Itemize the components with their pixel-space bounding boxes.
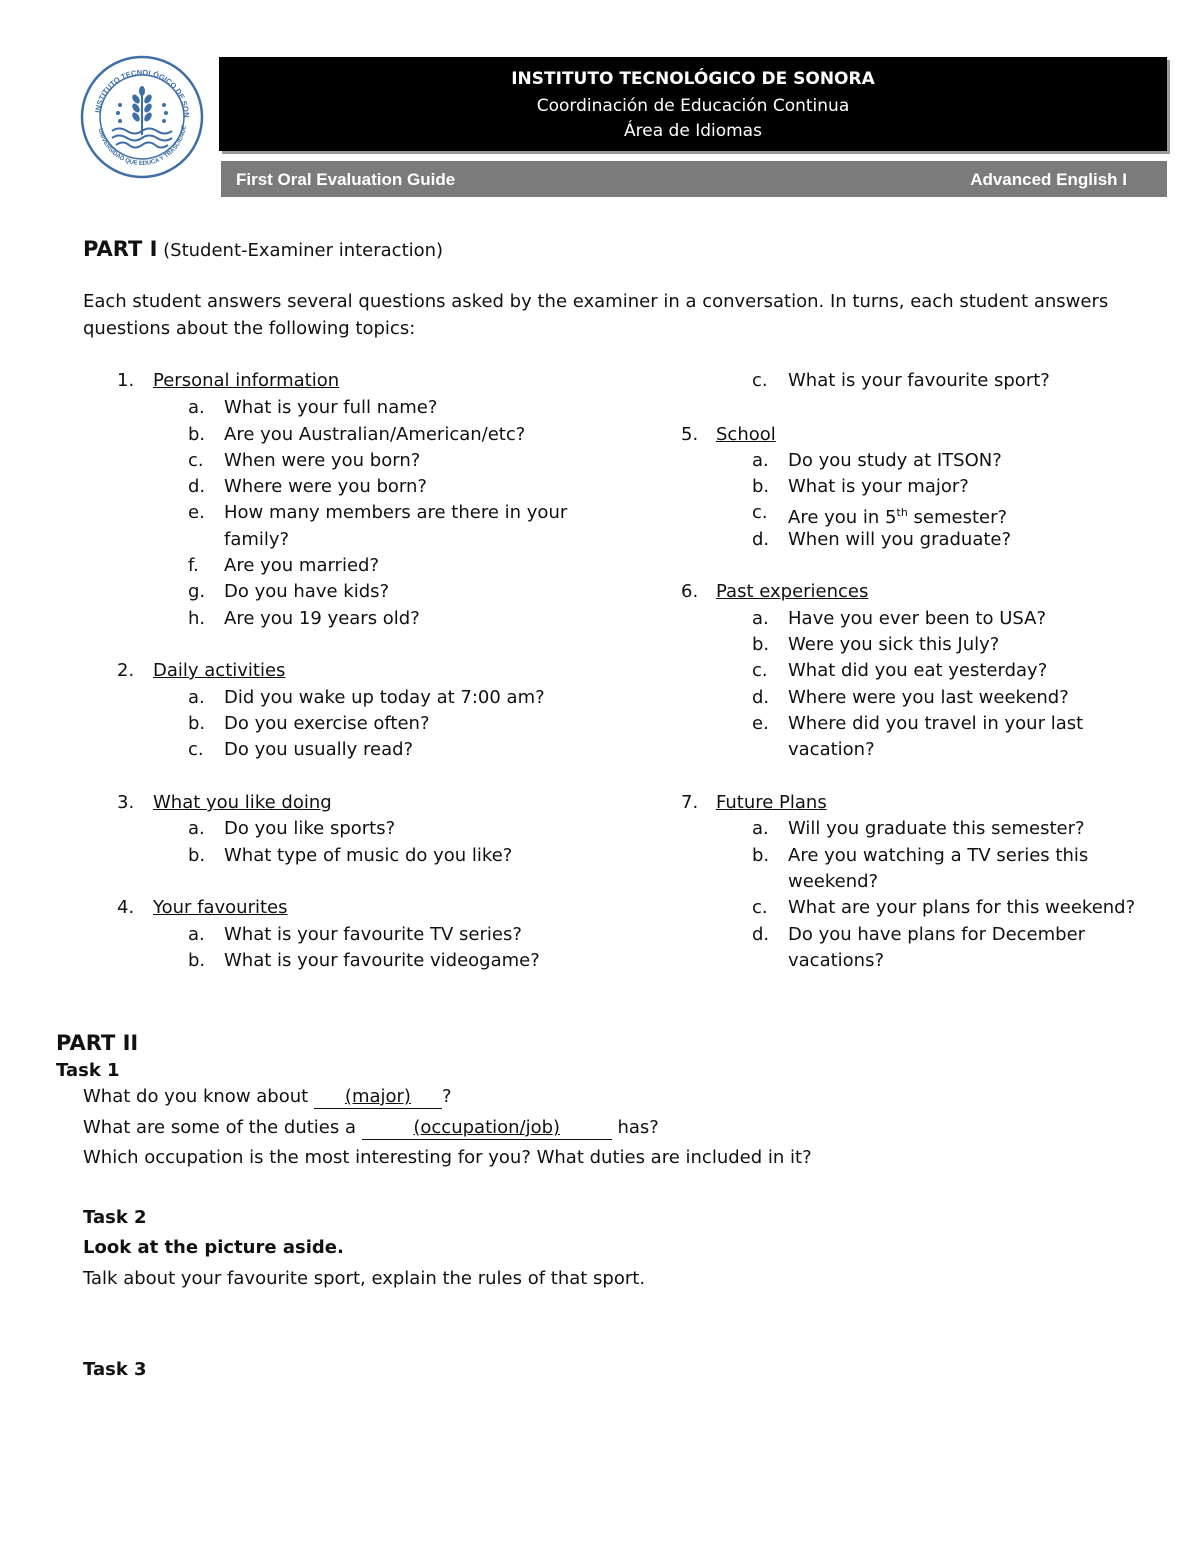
item-letter: c.	[752, 370, 768, 391]
item-letter: a.	[752, 608, 769, 629]
topic-title-your-favourites: Your favourites	[153, 897, 288, 918]
guide-bar	[221, 161, 1167, 197]
item-letter: d.	[752, 924, 770, 945]
guide-title: First Oral Evaluation Guide	[236, 170, 456, 189]
topic-title-personal-information: Personal information	[153, 370, 340, 391]
item-letter: a.	[752, 818, 769, 839]
question-item: Where were you born?	[224, 476, 427, 497]
item-letter: c.	[188, 450, 204, 471]
question-item-continuation: weekend?	[788, 871, 879, 892]
question-item: Are you 19 years old?	[224, 608, 420, 629]
question-item: Do you study at ITSON?	[788, 450, 1002, 471]
item-letter: c.	[752, 897, 768, 918]
question-item: Do you have kids?	[224, 581, 390, 602]
topic-title-what-you-like-doing: What you like doing	[153, 792, 332, 813]
area-name: Área de Idiomas	[624, 121, 762, 141]
part1-intro-line1: Each student answers several questions asked by the examiner in a conversation. In turns, each student answers	[83, 291, 1109, 312]
task2-instruction: Look at the picture aside.	[83, 1237, 344, 1258]
question-item: How many members are there in your	[224, 502, 568, 523]
question-item: What is your full name?	[224, 397, 438, 418]
task1-question-interesting: Which occupation is the most interesting for you? What duties are included in it?	[83, 1147, 812, 1168]
topic-number: 2.	[117, 660, 135, 681]
question-item: Have you ever been to USA?	[788, 608, 1047, 629]
svg-text:INSTITUTO TECNOLÓGICO DE SONOR: INSTITUTO TECNOLÓGICO DE SON	[93, 67, 192, 118]
item-letter: e.	[188, 502, 205, 523]
part1-subtitle: (Student-Examiner interaction)	[163, 240, 444, 261]
item-letter: b.	[188, 713, 206, 734]
question-item: When will you graduate?	[788, 529, 1012, 550]
item-letter: g.	[188, 581, 206, 602]
question-item: What is your favourite sport?	[788, 370, 1050, 391]
item-letter: d.	[752, 529, 770, 550]
institution-name: INSTITUTO TECNOLÓGICO DE SONORA	[511, 69, 875, 89]
question-item: Where did you travel in your last	[788, 713, 1084, 734]
coordination-name: Coordinación de Educación Continua	[536, 96, 850, 116]
part1-intro-line2: questions about the following topics:	[83, 318, 416, 339]
item-letter: h.	[188, 608, 206, 629]
question-item: What is your major?	[788, 476, 969, 497]
topic-number: 7.	[681, 792, 699, 813]
task2-prompt: Talk about your favourite sport, explain the rules of that sport.	[83, 1268, 646, 1289]
topic-title-future-plans: Future Plans	[716, 792, 827, 813]
topic-number: 3.	[117, 792, 135, 813]
item-letter: b.	[752, 634, 770, 655]
question-item: Were you sick this July?	[788, 634, 1000, 655]
question-item: Do you have plans for December	[788, 924, 1086, 945]
topic-number: 4.	[117, 897, 135, 918]
item-letter: b.	[752, 476, 770, 497]
question-item-continuation: family?	[224, 529, 290, 550]
question-item: Did you wake up today at 7:00 am?	[224, 687, 545, 708]
item-letter: a.	[188, 924, 205, 945]
task3-title: Task 3	[83, 1359, 147, 1380]
topic-title-daily-activities: Daily activities	[153, 660, 286, 681]
question-item: What did you eat yesterday?	[788, 660, 1048, 681]
item-letter: a.	[188, 397, 205, 418]
item-letter: b.	[752, 845, 770, 866]
question-item: Are you in 5th semester?	[788, 506, 1008, 528]
item-letter: d.	[752, 687, 770, 708]
part2-title: PART II	[56, 1031, 139, 1055]
topic-title-past-experiences: Past experiences	[716, 581, 869, 602]
question-item: What is your favourite TV series?	[224, 924, 522, 945]
item-letter: d.	[188, 476, 206, 497]
major-blank: (major)	[314, 1086, 442, 1109]
question-item: Do you like sports?	[224, 818, 396, 839]
topic-number: 5.	[681, 424, 699, 445]
item-letter: a.	[188, 687, 205, 708]
item-letter: a.	[752, 450, 769, 471]
header-banner	[219, 57, 1167, 151]
question-item: Are you Australian/American/etc?	[224, 424, 526, 445]
question-item-continuation: vacation?	[788, 739, 875, 760]
svg-text:UNIVERSIDAD QUE EDUCA Y TRASCI: UNIVERSIDAD QUE EDUCA Y TRASCIENDE	[96, 125, 188, 168]
item-letter: f.	[188, 555, 199, 576]
item-letter: c.	[188, 739, 204, 760]
topic-number: 1.	[117, 370, 135, 391]
question-item: Are you watching a TV series this	[788, 845, 1089, 866]
occupation-blank: (occupation/job)	[362, 1117, 612, 1140]
task2-title: Task 2	[83, 1207, 147, 1228]
question-item: Do you usually read?	[224, 739, 414, 760]
question-item: What are your plans for this weekend?	[788, 897, 1136, 918]
institution-logo	[80, 55, 204, 179]
question-item-continuation: vacations?	[788, 950, 885, 971]
question-item: Are you married?	[224, 555, 380, 576]
topic-number: 6.	[681, 581, 699, 602]
part1-heading	[83, 236, 443, 264]
question-item: Do you exercise often?	[224, 713, 430, 734]
question-item: Where were you last weekend?	[788, 687, 1069, 708]
item-letter: b.	[188, 424, 206, 445]
question-item: What is your favourite videogame?	[224, 950, 540, 971]
item-letter: c.	[752, 660, 768, 681]
task1-question-occupation: What are some of the duties a (occupation/job) has?	[83, 1117, 659, 1138]
task1-question-major: What do you know about (major) ?	[83, 1086, 452, 1107]
part1-title: PART I	[83, 237, 158, 261]
task1-title: Task 1	[56, 1060, 120, 1081]
topic-title-school: School	[716, 424, 776, 445]
question-item: When were you born?	[224, 450, 421, 471]
course-level: Advanced English I	[970, 170, 1127, 189]
item-letter: e.	[752, 713, 769, 734]
question-item: What type of music do you like?	[224, 845, 513, 866]
item-letter: c.	[752, 502, 768, 523]
item-letter: b.	[188, 950, 206, 971]
item-letter: a.	[188, 818, 205, 839]
question-item: Will you graduate this semester?	[788, 818, 1085, 839]
item-letter: b.	[188, 845, 206, 866]
